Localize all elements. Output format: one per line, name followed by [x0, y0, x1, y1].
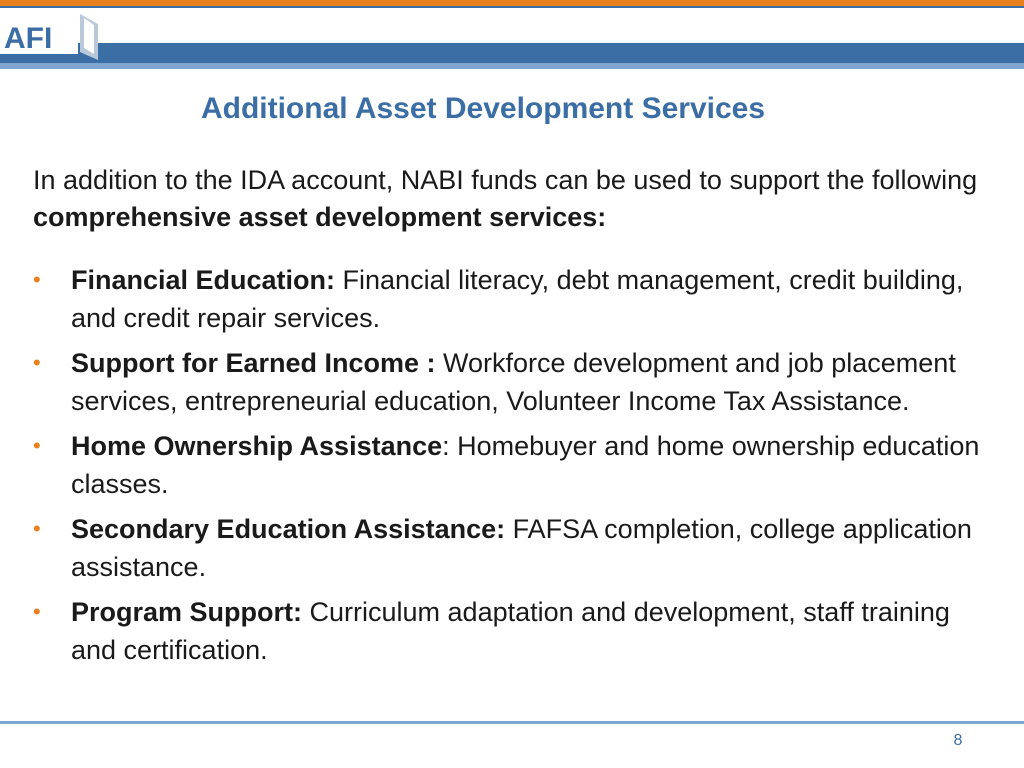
top-blue-line [0, 6, 1024, 8]
bullet-text: Financial literacy, debt management, credit building, and credit repair services. [71, 265, 964, 333]
list-item [33, 593, 998, 669]
header-light-band [0, 63, 1024, 69]
bullet-heading: Secondary Education Assistance: [71, 514, 506, 544]
intro-paragraph [33, 162, 993, 236]
bullet-icon: • [33, 599, 41, 624]
list-item [33, 344, 998, 420]
intro-plain-text: In addition to the IDA account, NABI funds can be used to support the following [33, 165, 978, 195]
bullet-heading: Support for Earned Income : [71, 348, 436, 378]
bullet-icon: • [33, 516, 41, 541]
bullet-heading: Home Ownership Assistance [71, 431, 443, 461]
bullet-text: Curriculum adaptation and development, staff training and certification. [71, 597, 950, 665]
list-item [33, 427, 998, 503]
bullet-icon: • [33, 433, 41, 458]
footer-divider [0, 721, 1024, 724]
list-item [33, 510, 998, 586]
slide-title: Additional Asset Development Services [200, 92, 766, 125]
bullet-text: FAFSA completion, college application assistance. [71, 514, 972, 582]
bullet-heading: Financial Education: [71, 265, 336, 295]
intro-bold-text: comprehensive asset development services: [33, 202, 607, 232]
page-number: 8 [953, 732, 963, 749]
bullet-text: Workforce development and job placement services, entrepreneurial education, Volunteer Income Tax Assistance. [71, 348, 956, 416]
services-list [33, 261, 998, 676]
afi-logo [0, 10, 106, 62]
header-band [0, 43, 1024, 63]
logo-text: AFI [4, 22, 53, 55]
bullet-text: : Homebuyer and home ownership education classes. [71, 431, 980, 499]
bullet-icon: • [33, 267, 41, 292]
bullet-heading: Program Support: [71, 597, 303, 627]
bullet-icon: • [33, 350, 41, 375]
list-item [33, 261, 998, 337]
